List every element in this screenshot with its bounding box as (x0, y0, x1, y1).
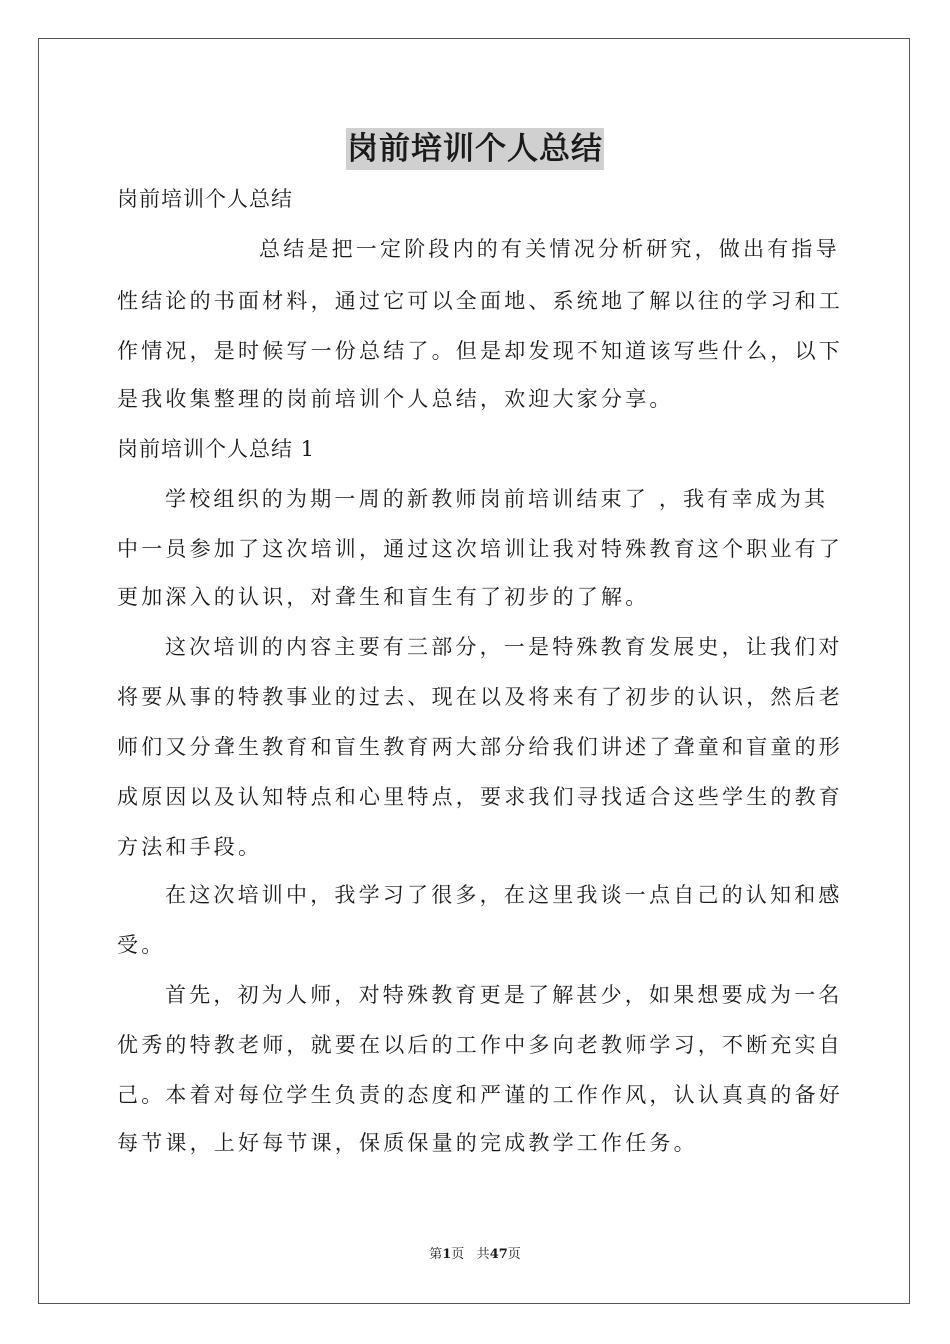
paragraph-line: 己。本着对每位学生负责的态度和严谨的工作作风，认认真真的备好 (117, 1083, 843, 1107)
intro-line: 是我收集整理的岗前培训个人总结，欢迎大家分享。 (117, 387, 674, 411)
page-footer (0, 1246, 950, 1264)
paragraph-line: 将要从事的特教事业的过去、现在以及将来有了初步的认识，然后老 (117, 685, 843, 709)
document-subtitle: 岗前培训个人总结 (117, 187, 293, 211)
document-title: 岗前培训个人总结 (346, 128, 604, 170)
paragraph-line: 中一员参加了这次培训，通过这次培训让我对特殊教育这个职业有了 (117, 537, 843, 561)
paragraph-line: 每节课，上好每节课，保质保量的完成教学工作任务。 (117, 1131, 698, 1155)
footer-prefix: 第 (429, 1247, 443, 1262)
footer-current-page: 1 (442, 1247, 452, 1262)
paragraph-line: 学校组织的为期一周的新教师岗前培训结束了 ，我有幸成为其 (165, 487, 829, 511)
intro-line: 总结是把一定阶段内的有关情况分析研究，做出有指导 (259, 237, 840, 261)
footer-total-pages: 47 (489, 1247, 508, 1262)
intro-line: 性结论的书面材料，通过它可以全面地、系统地了解以往的学习和工 (117, 289, 843, 313)
paragraph-line: 这次培训的内容主要有三部分，一是特殊教育发展史，让我们对 (165, 635, 843, 659)
paragraph-line: 受。 (117, 933, 166, 957)
paragraph-line: 优秀的特教老师，就要在以后的工作中多向老教师学习，不断充实自 (117, 1033, 843, 1057)
title-block (117, 128, 833, 170)
intro-line: 作情况，是时候写一份总结了。但是却发现不知道该写些什么，以下 (117, 339, 843, 363)
paragraph-line: 方法和手段。 (117, 835, 263, 859)
footer-total-prefix: 共 (476, 1247, 490, 1262)
page-border (38, 38, 910, 1304)
paragraph-line: 首先，初为人师，对特殊教育更是了解甚少，如果想要成为一名 (165, 983, 843, 1007)
section-heading: 岗前培训个人总结 1 (117, 437, 316, 461)
paragraph-line: 成原因以及认知特点和心里特点，要求我们寻找适合这些学生的教育 (117, 785, 843, 809)
footer-total-unit: 页 (507, 1247, 521, 1262)
paragraph-line: 师们又分聋生教育和盲生教育两大部分给我们讲述了聋童和盲童的形 (117, 735, 843, 759)
footer-page-unit: 页 (451, 1247, 465, 1262)
paragraph-line: 更加深入的认识，对聋生和盲生有了初步的了解。 (117, 585, 650, 609)
paragraph-line: 在这次培训中，我学习了很多，在这里我谈一点自己的认知和感 (165, 883, 843, 907)
